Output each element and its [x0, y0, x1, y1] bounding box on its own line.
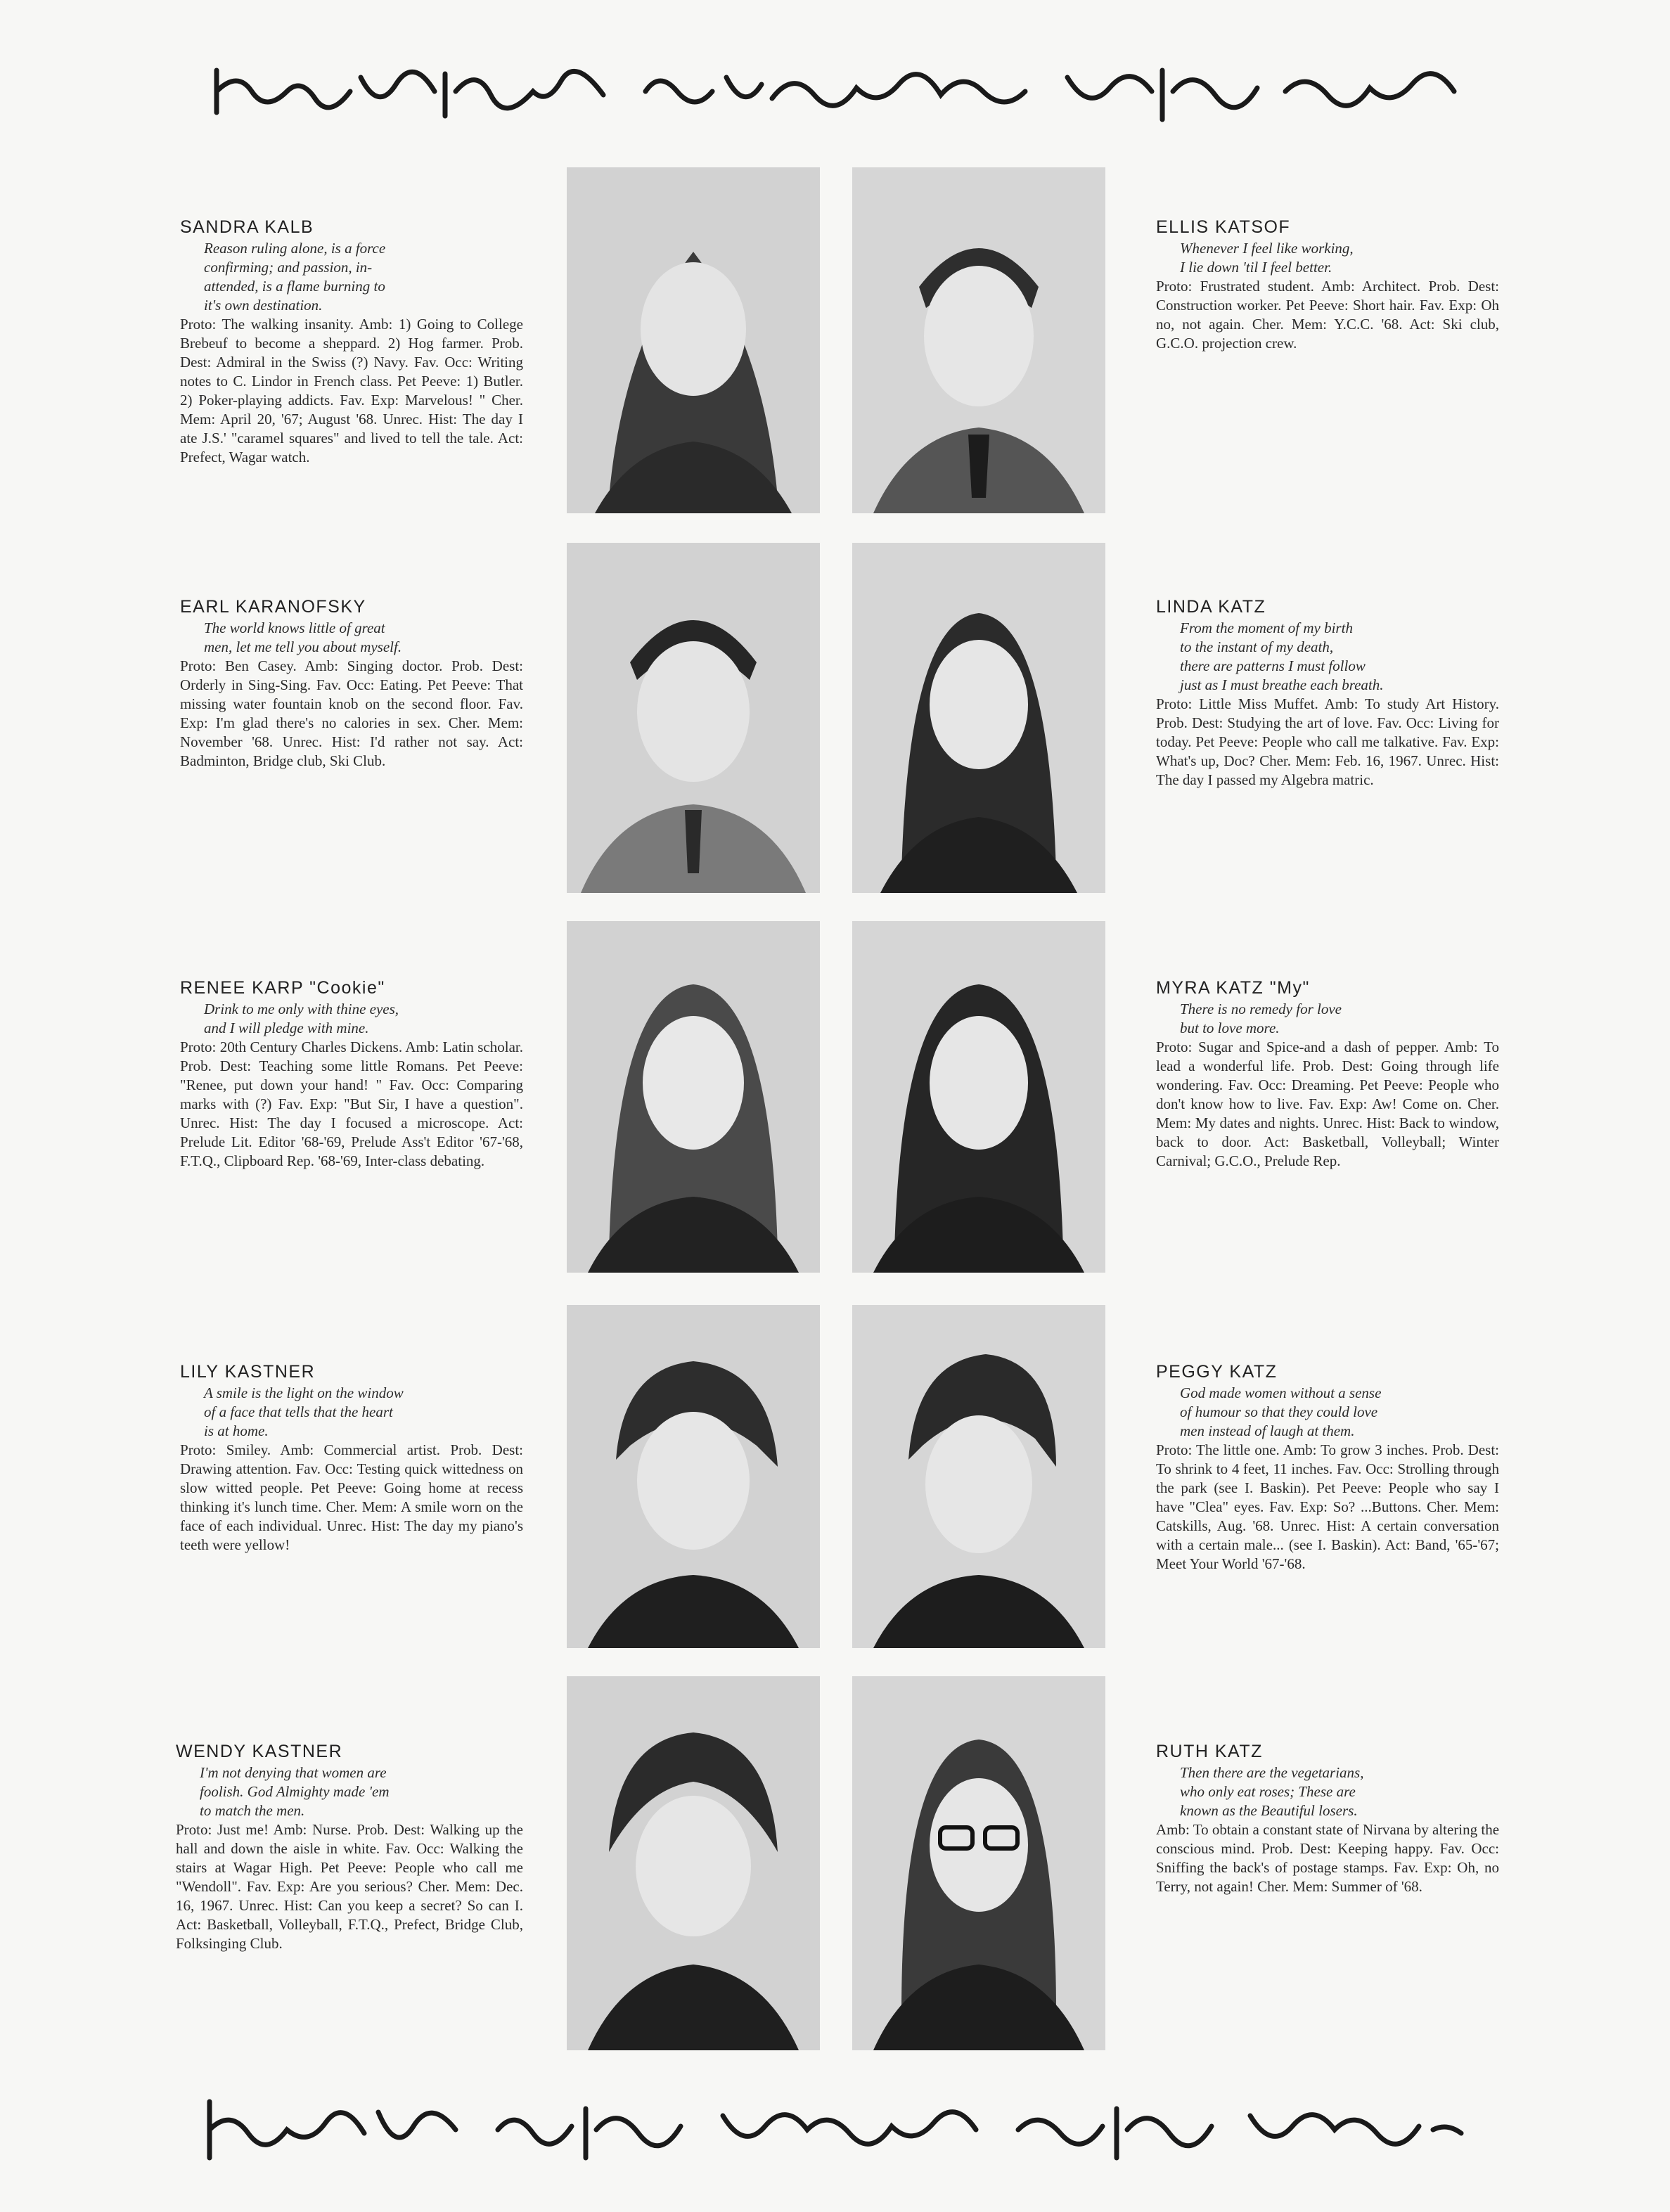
- footer-calligraphy: [0, 2077, 1670, 2182]
- student-name: RENEE KARP "Cookie": [180, 978, 385, 998]
- student-entry: [1156, 977, 1499, 1171]
- student-photo: [567, 1676, 820, 2050]
- student-quote: The world knows little of great men, let me tell you about myself.: [204, 619, 402, 655]
- student-quote: From the moment of my birth to the instant of my death, there are patterns I must follow just as I must breathe each breath.: [1180, 619, 1384, 693]
- student-quote: A smile is the light on the window of a face that tells that the heart is at home.: [204, 1384, 404, 1439]
- student-quote: Reason ruling alone, is a force confirming; and passion, in- attended, is a flame burning to it's own destination.: [204, 240, 386, 314]
- header-calligraphy: [0, 42, 1670, 134]
- student-photo: [852, 1305, 1105, 1648]
- student-bio: Proto: Frustrated student. Amb: Architect. Prob. Dest: Construction worker. Pet Peeve: Short hair. Fav. Exp: Oh no, not again. Cher. Mem: Y.C.C. '68. Act: Ski club, G.C.O. projection crew.: [1156, 278, 1499, 352]
- student-photo: [567, 921, 820, 1273]
- student-photo: [567, 1305, 820, 1648]
- student-photo: [852, 1676, 1105, 2050]
- student-quote: God made women without a sense of humour so that they could love men instead of laugh at them.: [1180, 1384, 1382, 1439]
- student-name: PEGGY KATZ: [1156, 1362, 1278, 1382]
- student-entry: [180, 1361, 523, 1555]
- student-quote: I'm not denying that women are foolish. God Almighty made 'em to match the men.: [200, 1764, 390, 1819]
- student-bio: Proto: Smiley. Amb: Commercial artist. Prob. Dest: Drawing attention. Fav. Occ: Testing quick wittedness on slow witted people. Pet Peeve: Going home at recess thinking it's lunch time. Cher. Mem: A smile worn on the face of each individual. Unrec. Hist: The day my piano's teeth were yellow!: [180, 1441, 523, 1553]
- student-name: MYRA KATZ "My": [1156, 978, 1310, 998]
- student-name: EARL KARANOFSKY: [180, 597, 366, 617]
- student-photo: [567, 543, 820, 893]
- student-photo: [852, 543, 1105, 893]
- student-name: WENDY KASTNER: [176, 1742, 343, 1761]
- student-photo: [852, 921, 1105, 1273]
- student-name: ELLIS KATSOF: [1156, 217, 1291, 237]
- student-entry: [176, 1741, 523, 1953]
- student-entry: [1156, 596, 1499, 790]
- student-photo: [567, 167, 820, 513]
- student-quote: Whenever I feel like working, I lie down 'til I feel better.: [1180, 240, 1354, 276]
- student-bio: Proto: Ben Casey. Amb: Singing doctor. Prob. Dest: Orderly in Sing-Sing. Fav. Occ: Eating. Pet Peeve: That missing water fountain knob on the second floor. Fav. Exp: I'm glad there's no calories in sex. Cher. Mem: November '68. Unrec. Hist: I'd rather not say. Act: Badminton, Bridge club, Ski Club.: [180, 657, 523, 769]
- student-photo: [852, 167, 1105, 513]
- student-bio: Proto: The walking insanity. Amb: 1) Going to College Brebeuf to become a sheppard. 2) Hog farmer. Prob. Dest: Admiral in the Swiss (?) Navy. Fav. Occ: Writing notes to C. Lindor in French class. Pet Peeve: 1) Butler. 2) Poker-playing addicts. Fav. Exp: Marvelous! " Cher. Mem: April 20, '67; August '68. Unrec. Hist: The day I ate J.S.' "caramel squares" and lived to tell the tale. Act: Prefect, Wagar watch.: [180, 316, 523, 465]
- student-name: SANDRA KALB: [180, 217, 314, 237]
- student-quote: There is no remedy for love but to love more.: [1180, 1001, 1342, 1036]
- student-bio: Proto: Little Miss Muffet. Amb: To study Art History. Prob. Dest: Studying the art of love. Fav. Occ: Living for today. Pet Peeve: People who call me talkative. Fav. Exp: What's up, Doc? Cher. Mem: Feb. 16, 1967. Unrec. Hist: The day I passed my Algebra matric.: [1156, 695, 1499, 788]
- student-entry: [1156, 1361, 1499, 1574]
- student-bio: Proto: 20th Century Charles Dickens. Amb: Latin scholar. Prob. Dest: Teaching some little Romans. Pet Peeve: "Renee, put down your hand! " Fav. Occ: Comparing marks with (?) Fav. Exp: "But Sir, I have a question". Unrec. Hist: The day I focused a microscope. Act: Prelude Lit. Editor '68-'69, Prelude Ass't Editor '67-'68, F.T.Q., Clipboard Rep. '68-'69, Inter-class debating.: [180, 1039, 523, 1169]
- student-entry: [180, 596, 523, 771]
- student-name: LINDA KATZ: [1156, 597, 1266, 617]
- student-quote: Drink to me only with thine eyes, and I will pledge with mine.: [204, 1001, 399, 1036]
- student-entry: [180, 217, 523, 467]
- student-name: RUTH KATZ: [1156, 1742, 1263, 1761]
- student-entry: [1156, 217, 1499, 353]
- student-quote: Then there are the vegetarians, who only eat roses; These are known as the Beautiful losers.: [1180, 1764, 1364, 1819]
- student-entry: [180, 977, 523, 1171]
- student-name: LILY KASTNER: [180, 1362, 316, 1382]
- student-bio: Proto: Just me! Amb: Nurse. Prob. Dest: Walking up the hall and down the aisle in white. Fav. Occ: Walking the stairs at Wagar High. Pet Peeve: People who call me "Wendoll". Fav. Exp: Are you serious? Cher. Mem: Dec. 16, 1967. Unrec. Hist: Can you keep a secret? So can I. Act: Basketball, Volleyball, F.T.Q., Prefect, Bridge Club, Folksinging Club.: [176, 1821, 523, 1952]
- student-entry: [1156, 1741, 1499, 1896]
- student-bio: Amb: To obtain a constant state of Nirvana by altering the conscious mind. Prob. Dest: Keeping happy. Fav. Occ: Sniffing the back's of postage stamps. Fav. Exp: Oh, no Terry, not again! Cher. Mem: Summer of '68.: [1156, 1821, 1500, 1895]
- student-bio: Proto: The little one. Amb: To grow 3 inches. Prob. Dest: To shrink to 4 feet, 11 inches. Fav. Occ: Strolling through the park (see I. Baskin). Pet Peeve: People who say I have "Clea" eyes. Fav. Exp: So? ...Buttons. Cher. Mem: Catskills, Aug. '68. Unrec. Hist: A certain conversation with a certain male... (see I. Baskin). Act: Band, '65-'67; Meet Your World '67-'68.: [1156, 1441, 1499, 1572]
- student-bio: Proto: Sugar and Spice-and a dash of pepper. Amb: To lead a wonderful life. Prob. Dest: Going through life wondering. Fav. Occ: Dreaming. Pet Peeve: People who don't know how to live. Fav. Exp: Aw! Come on. Cher. Mem: My dates and nights. Unrec. Hist: Back to window, back to door. Act: Basketball, Volleyball; Winter Carnival; G.C.O., Prelude Rep.: [1156, 1039, 1499, 1169]
